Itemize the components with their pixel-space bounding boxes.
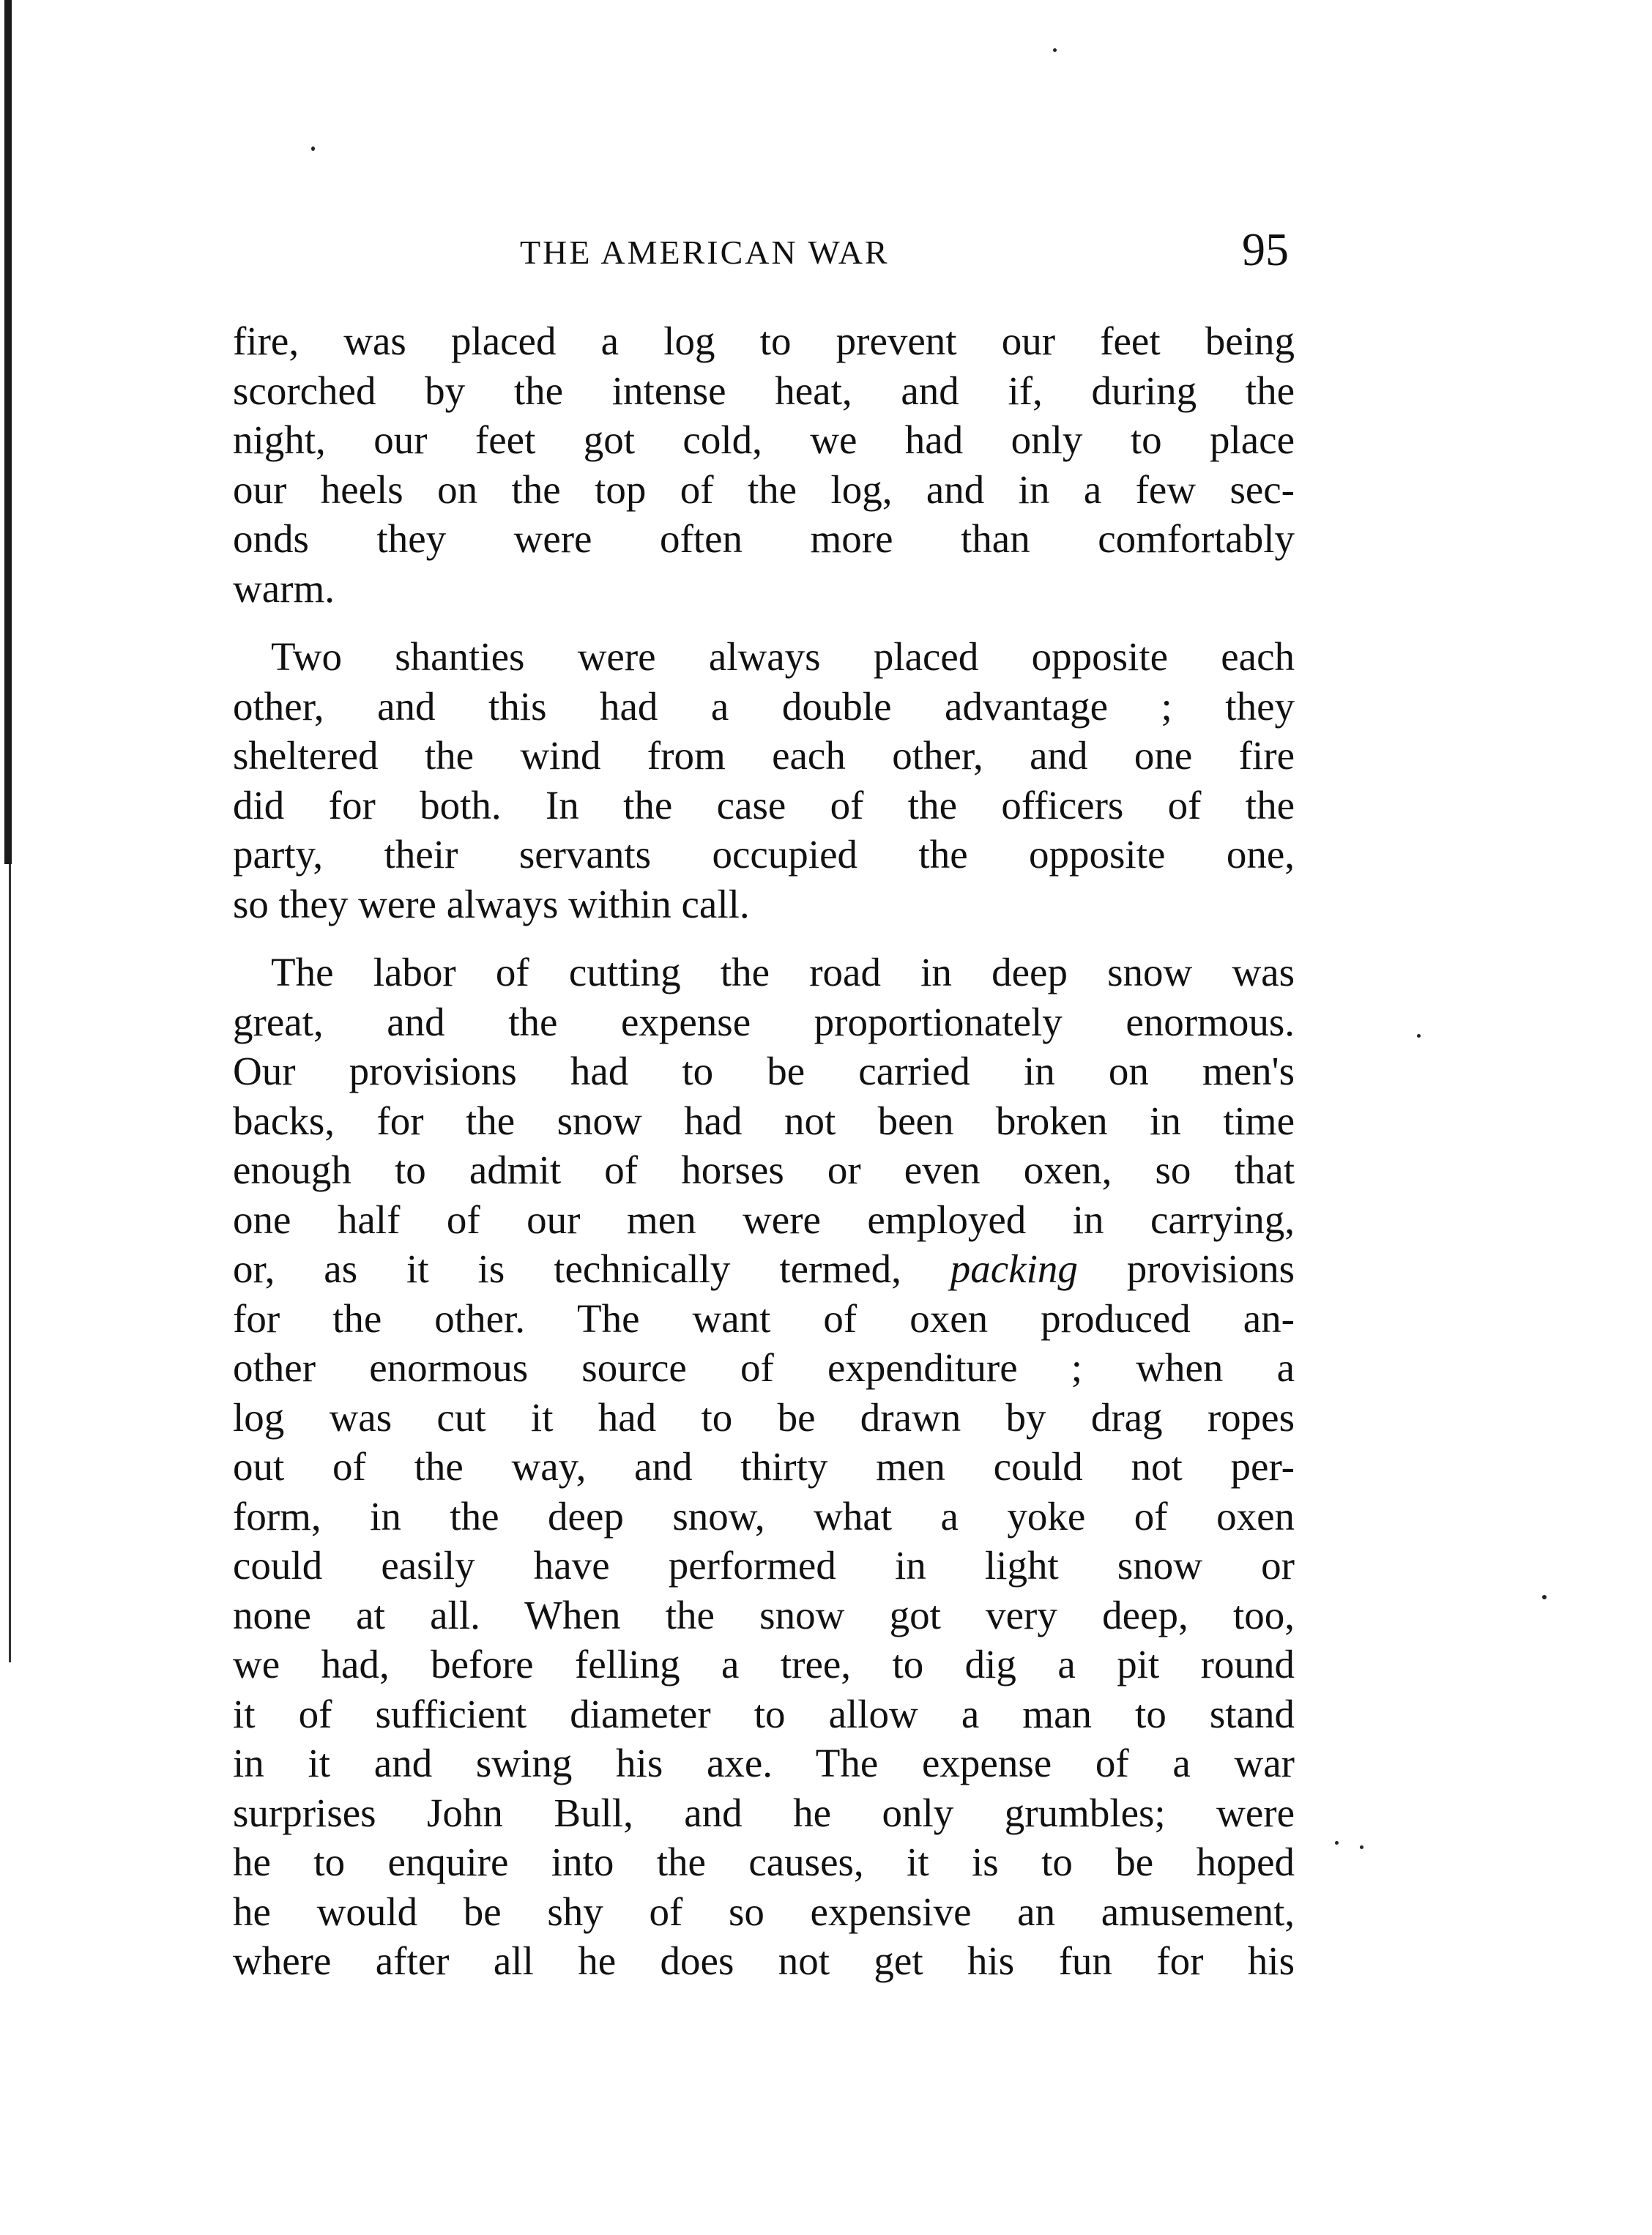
speck-4	[1542, 1595, 1547, 1599]
text-line: we had, before felling a tree, to dig a pit round	[233, 1642, 1295, 1687]
text-line: out of the way, and thirty men could not per-	[233, 1444, 1295, 1489]
text-line: in it and swing his axe. The expense of a war	[233, 1741, 1295, 1785]
page-number: 95	[1242, 223, 1289, 275]
italic-term: packing	[950, 1246, 1078, 1291]
text-line: party, their servants occupied the opposite one,	[233, 832, 1295, 877]
text-line: enough to admit of horses or even oxen, so that	[233, 1148, 1295, 1192]
paragraph-2	[233, 632, 1295, 929]
speck-5	[1335, 1841, 1339, 1845]
text-line: Two shanties were always placed opposite each	[271, 634, 1295, 679]
speck-2	[311, 146, 315, 151]
body-text	[233, 316, 1295, 2005]
speck-3	[1417, 1034, 1421, 1038]
text-line: it of sufficient diameter to allow a man to stand	[233, 1691, 1295, 1736]
text-line: he would be shy of so expensive an amusement,	[233, 1889, 1295, 1934]
text-line: warm.	[233, 565, 335, 611]
text-line: other enormous source of expenditure ; when a	[233, 1345, 1295, 1390]
speck-1	[1053, 48, 1057, 52]
text-line: log was cut it had to be drawn by drag ropes	[233, 1394, 1295, 1440]
text-line: could easily have performed in light snow or	[233, 1543, 1295, 1588]
text-line: surprises John Bull, and he only grumbles; were	[233, 1790, 1295, 1835]
text-line: fire, was placed a log to prevent our feet being	[233, 319, 1295, 363]
text-line: form, in the deep snow, what a yoke of oxen	[233, 1493, 1295, 1539]
page-header	[234, 223, 1289, 286]
text-line: one half of our men were employed in carrying,	[233, 1197, 1295, 1242]
text-line: none at all. When the snow got very deep, too,	[233, 1592, 1295, 1637]
speck-6	[1360, 1845, 1363, 1849]
text-line: scorched by the intense heat, and if, during the	[233, 368, 1295, 413]
text-line: where after all he does not get his fun for his	[233, 1938, 1295, 1983]
page-edge-shadow	[4, 0, 12, 864]
paragraph-1	[233, 316, 1295, 613]
text-line: The labor of cutting the road in deep snow was	[271, 950, 1295, 994]
text-line: or, as it is technically termed, packing provisions	[233, 1246, 1295, 1291]
text-line: onds they were often more than comfortably	[233, 516, 1295, 561]
text-line: great, and the expense proportionately enormous.	[233, 999, 1295, 1044]
text-line: backs, for the snow had not been broken in time	[233, 1098, 1295, 1143]
text-line: other, and this had a double advantage ; they	[233, 683, 1295, 729]
text-line: night, our feet got cold, we had only to place	[233, 417, 1295, 462]
page-edge-line	[9, 864, 11, 1662]
paragraph-3	[233, 948, 1295, 1986]
text-line: did for both. In the case of the officers of the	[233, 782, 1295, 828]
text-line: he to enquire into the causes, it is to be hoped	[233, 1840, 1295, 1884]
text-line: for the other. The want of oxen produced an-	[233, 1295, 1295, 1341]
text-line: our heels on the top of the log, and in a few sec-	[233, 466, 1295, 512]
text-line: Our provisions had to be carried in on men's	[233, 1049, 1295, 1093]
text-line: sheltered the wind from each other, and one fire	[233, 733, 1295, 778]
text-line: so they were always within call.	[233, 881, 750, 926]
running-head: THE AMERICAN WAR	[520, 234, 890, 271]
